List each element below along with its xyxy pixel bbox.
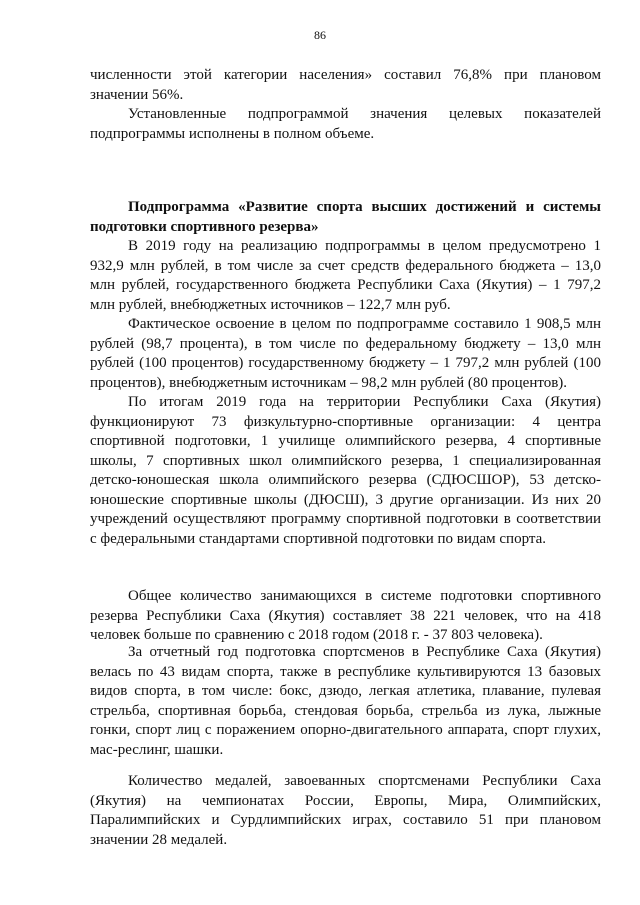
participants-section xyxy=(90,587,601,646)
paragraph-medals: Количество медалей, завоеванных спортсменами Республики Саха (Якутия) на чемпионатах России, Европы, Мира, Олимпийских, Паралимпийских и Сурдлимпийских играх, составило 51 при плановом значении 28 медалей. xyxy=(90,773,601,848)
paragraph-participants: Общее количество занимающихся в системе подготовки спортивного резерва Республики Саха (Якутия) составляет 38 221 человек, что на 418 человек больше по сравнению с 2018 годом (2018 г. - 37 803 человека). xyxy=(90,588,601,643)
page-number: 86 xyxy=(314,28,326,42)
section-heading: Подпрограмма «Развитие спорта высших достижений и системы подготовки спортивного резерва» xyxy=(90,199,601,235)
paragraph-organizations: По итогам 2019 года на территории Республики Саха (Якутия) функционируют 73 физкультурно-спортивные организации: 4 центра спортивной подготовки, 1 училище олимпийского резерва, 4 спортивные школы, 7 спортивных школ олимпийского резерва, 1 специализированная детско-юношеская школа олимпийского резерва (СДЮСШОР), 53 детско-юношеские спортивные школы (ДЮСШ), 3 другие организации. Из них 20 учреждений осуществляют программу спортивной подготовки в соответствии с федеральными стандартами спортивной подготовки по видам спорта. xyxy=(90,394,601,547)
subprogram-section xyxy=(90,198,601,549)
intro-section xyxy=(90,66,601,144)
paragraph-actual-spending: Фактическое освоение в целом по подпрограмме составило 1 908,5 млн рублей (98,7 процента), в том числе по федеральному бюджету – 13,0 млн рублей (100 процентов) государственному бюджету – 1 797,2 млн рублей (100 процентов), внебюджетным источникам – 98,2 млн рублей (80 процентов). xyxy=(90,316,601,391)
paragraph-sports-kinds: За отчетный год подготовка спортсменов в Республике Саха (Якутия) велась по 43 видам спорта, также в республике культивируются 13 базовых видов спорта, в том числе: бокс, дзюдо, легкая атлетика, плавание, пулевая стрельба, спортивная борьба, стендовая борьба, стрельба из лука, лыжные гонки, спорт лиц с поражением опорно-двигательного аппарата, спорт глухих, мас-реслинг, шашки. xyxy=(90,644,601,758)
sports-section xyxy=(90,643,601,760)
paragraph-funding: В 2019 году на реализацию подпрограммы в целом предусмотрено 1 932,9 млн рублей, в том числе за счет средств федерального бюджета – 13,0 млн рублей, государственного бюджета Республики Саха (Якутия) – 1 797,2 млн рублей, внебюджетных источников – 122,7 млн руб. xyxy=(90,238,601,313)
paragraph-targets: Установленные подпрограммой значения целевых показателей подпрограммы исполнены в полном объеме. xyxy=(90,106,601,142)
medals-section xyxy=(90,772,601,850)
paragraph-continuation: численности этой категории населения» составил 76,8% при плановом значении 56%. xyxy=(90,67,601,103)
